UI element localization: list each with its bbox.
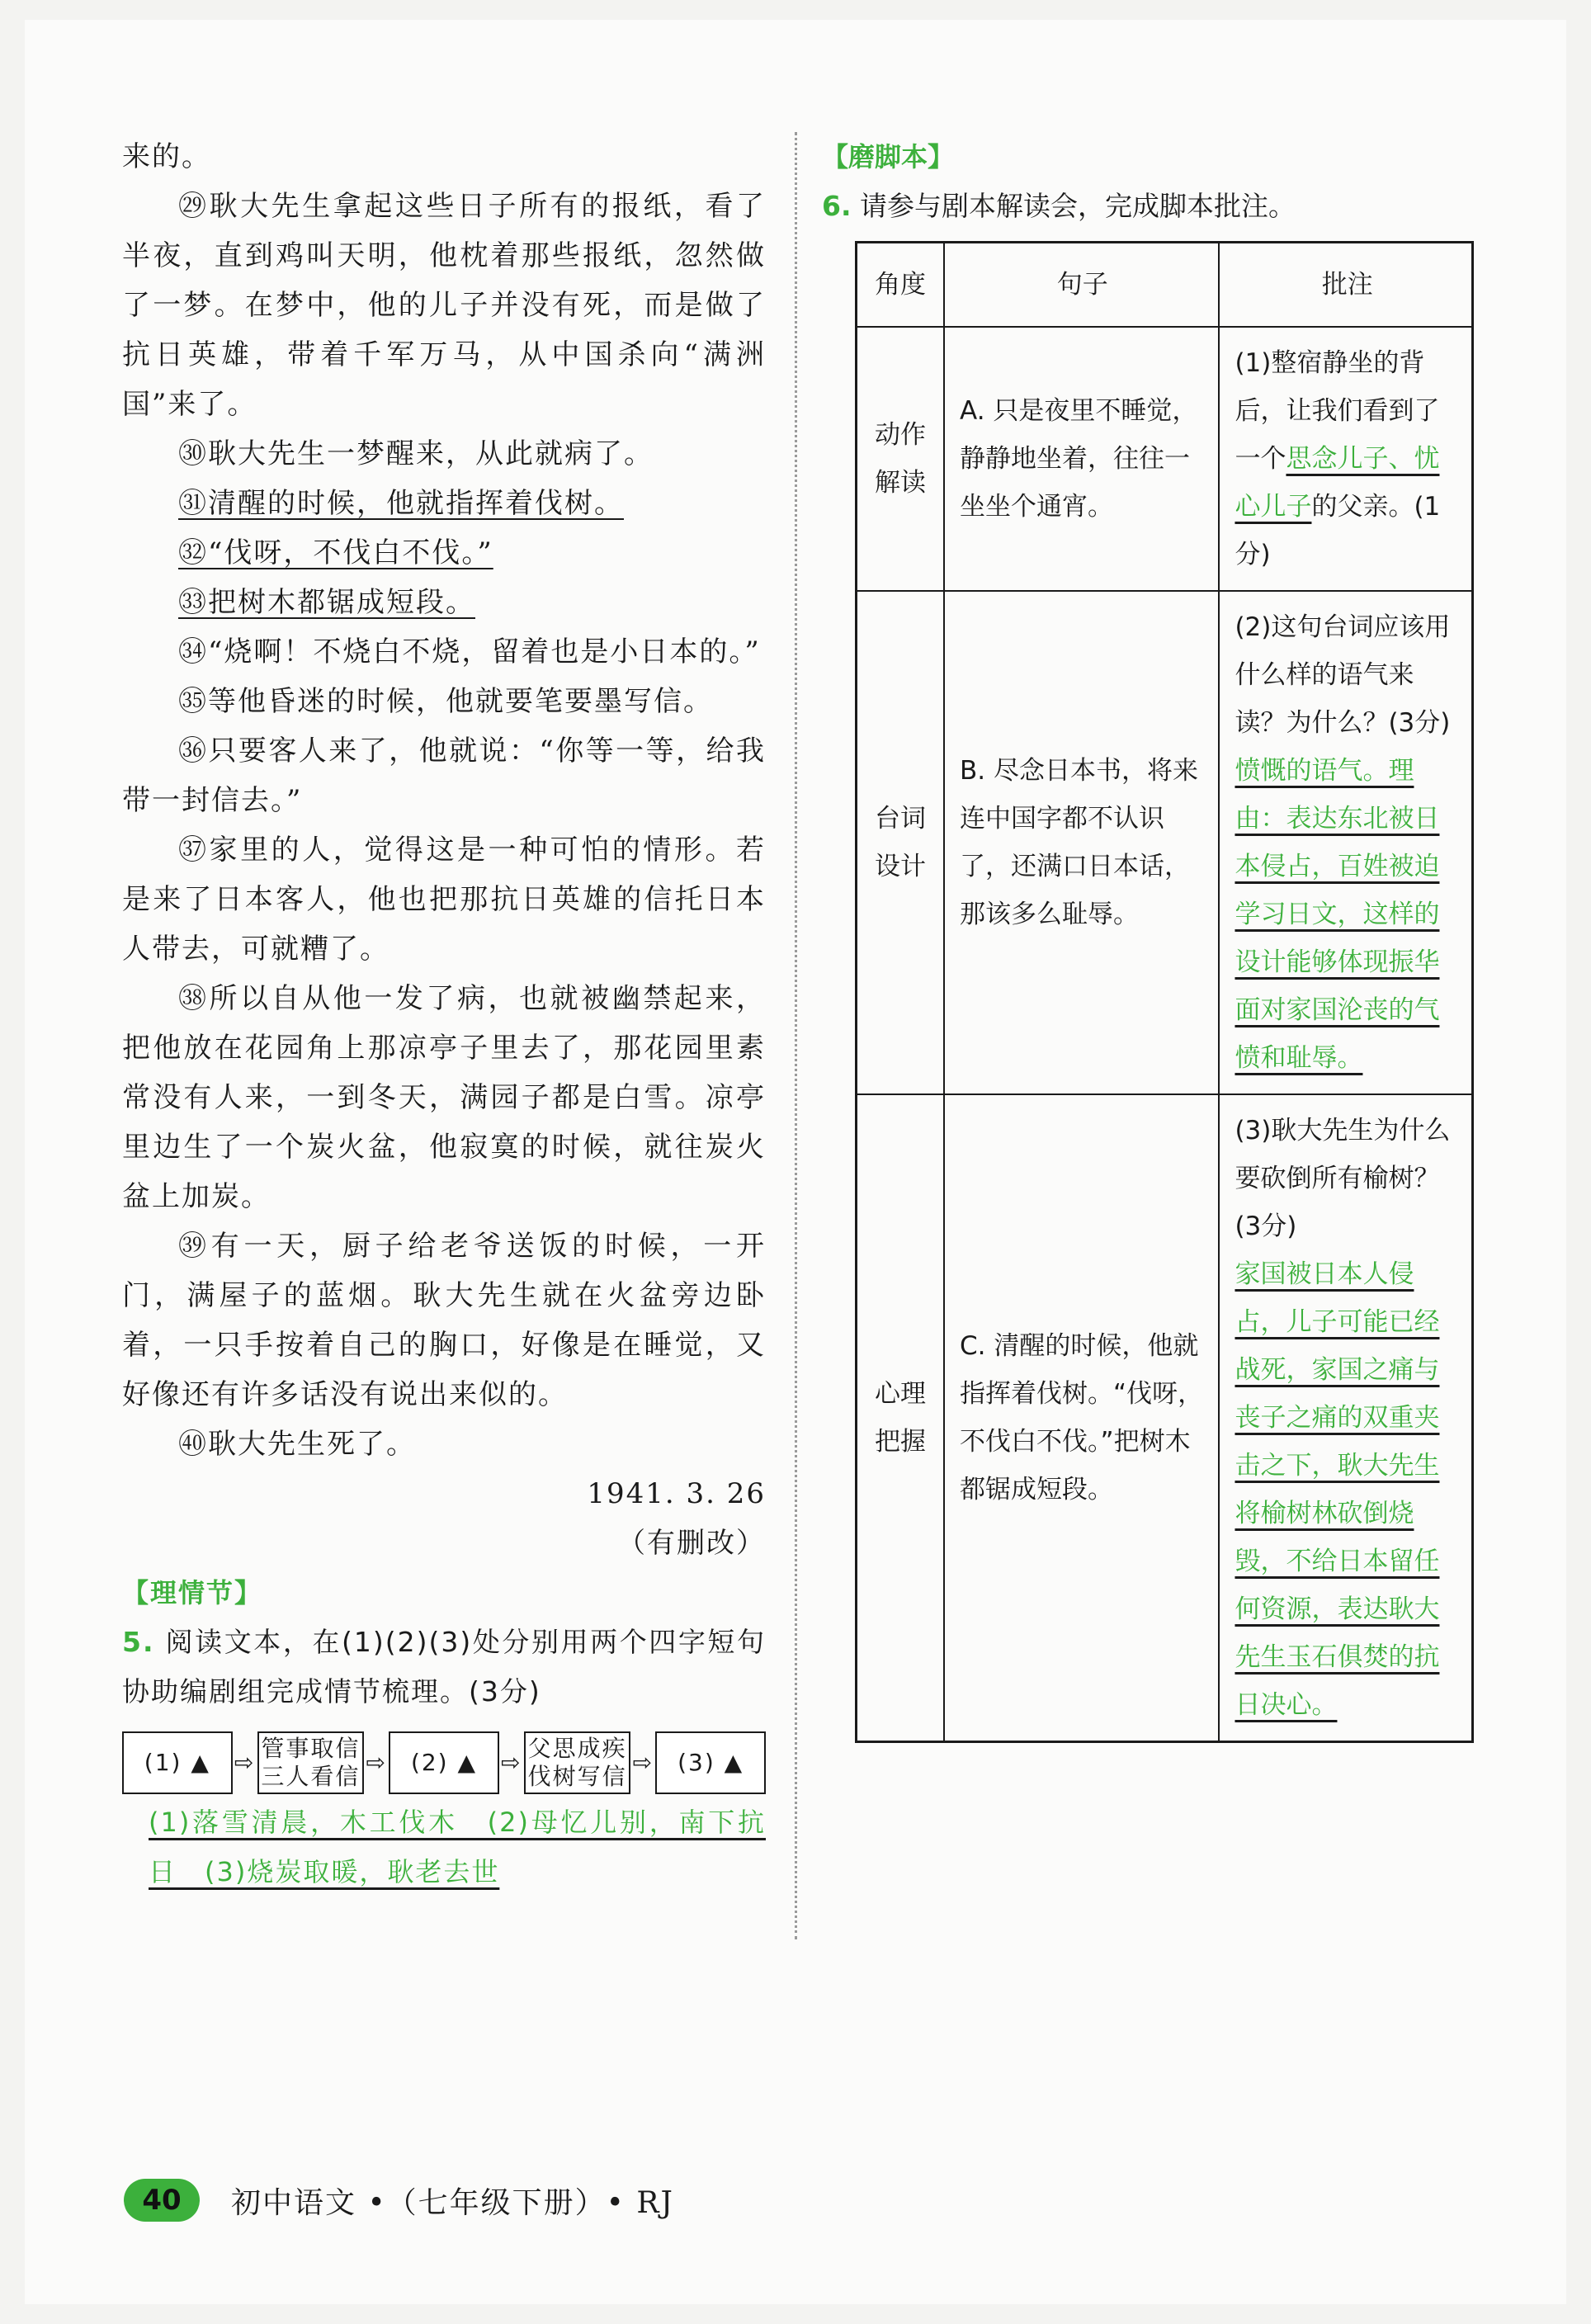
paragraph (122, 479, 766, 528)
paragraph: ㊴有一天，厨子给老爷送饭的时候，一开门，满屋子的蓝烟。耿大先生就在火盆旁边卧着，一只手按着自己的胸口，好像是在睡觉，又好像还有许多话没有说出来似的。 (122, 1230, 766, 1411)
flow-step-4 (524, 1731, 631, 1794)
section-tag-script: 【磨脚本】 (822, 141, 955, 172)
flow-text: 三人看信 (261, 1763, 361, 1790)
paragraph (122, 528, 766, 578)
plot-flowchart (122, 1728, 766, 1797)
flow-text: 管事取信 (261, 1735, 361, 1762)
article-source: （有删改） (617, 1527, 766, 1560)
article-date: 1941. 3. 26 (587, 1477, 766, 1510)
table-row (857, 327, 1473, 591)
angle-cell: 心理把握 (857, 1094, 945, 1742)
question-5 (122, 1618, 766, 1717)
underlined-sentence: ㉛清醒的时候，他就指挥着伐树。 (178, 487, 624, 520)
note-answer: 家国被日本人侵占，儿子可能已经战死，家国之痛与丧子之痛的双重夹击之下，耿大先生将榆树林砍倒烧毁，不给日本留任何资源，表达耿大先生玉石俱焚的抗日决心。 (1235, 1259, 1440, 1720)
paragraph (122, 578, 766, 627)
column-divider (795, 132, 797, 1939)
script-annotation-table (855, 241, 1474, 1743)
paragraph: ㊵耿大先生死了。 (178, 1428, 416, 1461)
question-5-answer (122, 1797, 766, 1897)
paragraph: ㉙耿大先生拿起这些日子所有的报纸，看了半夜，直到鸡叫天明，他枕着那些报纸，忽然做了一梦。在梦中，他的儿子并没有死，而是做了抗日英雄，带着千军万马，从中国杀向“满洲国”来了。 (122, 190, 766, 421)
table-header-row (857, 243, 1473, 328)
angle-cell: 动作解读 (857, 327, 945, 591)
column-header-note: 批注 (1219, 243, 1472, 328)
flow-text: 父思成疾 (527, 1735, 627, 1762)
paragraph: 来的。 (122, 140, 211, 173)
column-header-angle: 角度 (857, 243, 945, 328)
answer-text: (1)落雪清晨，木工伐木 (2)母忆儿别，南下抗日 (3)烧炭取暖，耿老去世 (149, 1807, 766, 1887)
question-6 (822, 182, 1482, 231)
paragraph: ㉟等他昏迷的时候，他就要笔要墨写信。 (178, 685, 713, 718)
paragraph: ㊳所以自从他一发了病，也就被幽禁起来，把他放在花园角上那凉亭子里去了，那花园里素常没有人来，一到冬天，满园子都是白雪。凉亭里边生了一个炭火盆，他寂寞的时候，就往炭火盆上加炭。 (122, 982, 766, 1213)
flow-blank-3: (3) ▲ (655, 1731, 766, 1794)
note-question: (1)整宿静坐的背后，让我们看到了一个 (1235, 348, 1440, 474)
question-text: 请参与剧本解读会，完成脚本批注。 (860, 190, 1296, 222)
note-answer: 愤慨的语气。理由：表达东北被日本侵占，百姓被迫学习日文，这样的设计能够体现振华面对家国沦丧的气愤和耻辱。 (1235, 756, 1440, 1073)
note-question: (3)耿大先生为什么要砍倒所有榆树？(3分) (1235, 1116, 1451, 1241)
table-row (857, 591, 1473, 1094)
note-question: (2)这句台词应该用什么样的语气来读？为什么？(3分) (1235, 612, 1451, 738)
arrow-icon: ⇨ (366, 1749, 387, 1776)
paragraph: ㊲家里的人，觉得这是一种可怕的情形。若是来了日本客人，他也把那抗日英雄的信托日本人带去，可就糟了。 (122, 834, 766, 966)
book-title: 初中语文 •（七年级下册）• RJ (231, 2185, 674, 2220)
note-answer: 思念儿子、忧心儿子 (1235, 444, 1440, 522)
flow-blank-1: (1) ▲ (122, 1731, 233, 1794)
paragraph: ㉞“烧啊！不烧白不烧，留着也是小日本的。” (178, 635, 761, 668)
arrow-icon: ⇨ (632, 1749, 654, 1776)
section-tag-plot: 【理情节】 (122, 1577, 263, 1608)
angle-cell: 台词设计 (857, 591, 945, 1094)
left-column (122, 132, 766, 1897)
note-tail: 的父亲。(1分) (1235, 492, 1441, 569)
column-header-sentence: 句子 (944, 243, 1219, 328)
table-row (857, 1094, 1473, 1742)
sentence-cell: C. 清醒的时候，他就指挥着伐树。“伐呀，不伐白不伐。”把树木都锯成短段。 (944, 1094, 1219, 1742)
paragraph: ㊱只要客人来了，他就说：“你等一等，给我带一封信去。” (122, 735, 766, 817)
arrow-icon: ⇨ (234, 1749, 256, 1776)
flow-text: 伐树写信 (527, 1763, 627, 1790)
page-number-badge: 40 (124, 2179, 200, 2222)
underlined-sentence: ㉜“伐呀，不伐白不伐。” (178, 536, 493, 569)
sentence-cell: B. 尽念日本书，将来连中国字都不认识了，还满口日本话，那该多么耻辱。 (944, 591, 1219, 1094)
flow-blank-2: (2) ▲ (389, 1731, 499, 1794)
right-column (822, 132, 1482, 231)
question-number: 6. (822, 190, 852, 222)
arrow-icon: ⇨ (501, 1749, 522, 1776)
note-cell (1219, 1094, 1472, 1742)
question-text: 阅读文本，在(1)(2)(3)处分别用两个四字短句协助编剧组完成情节梳理。(3分) (122, 1626, 767, 1708)
sentence-cell: A. 只是夜里不睡觉，静静地坐着，往往一坐坐个通宵。 (944, 327, 1219, 591)
note-cell (1219, 591, 1472, 1094)
question-number: 5. (122, 1626, 155, 1658)
flow-step-2 (257, 1731, 365, 1794)
paragraph: ㉚耿大先生一梦醒来，从此就病了。 (178, 437, 654, 470)
underlined-sentence: ㉝把树木都锯成短段。 (178, 586, 475, 619)
note-cell (1219, 327, 1472, 591)
page-footer (124, 2179, 674, 2222)
